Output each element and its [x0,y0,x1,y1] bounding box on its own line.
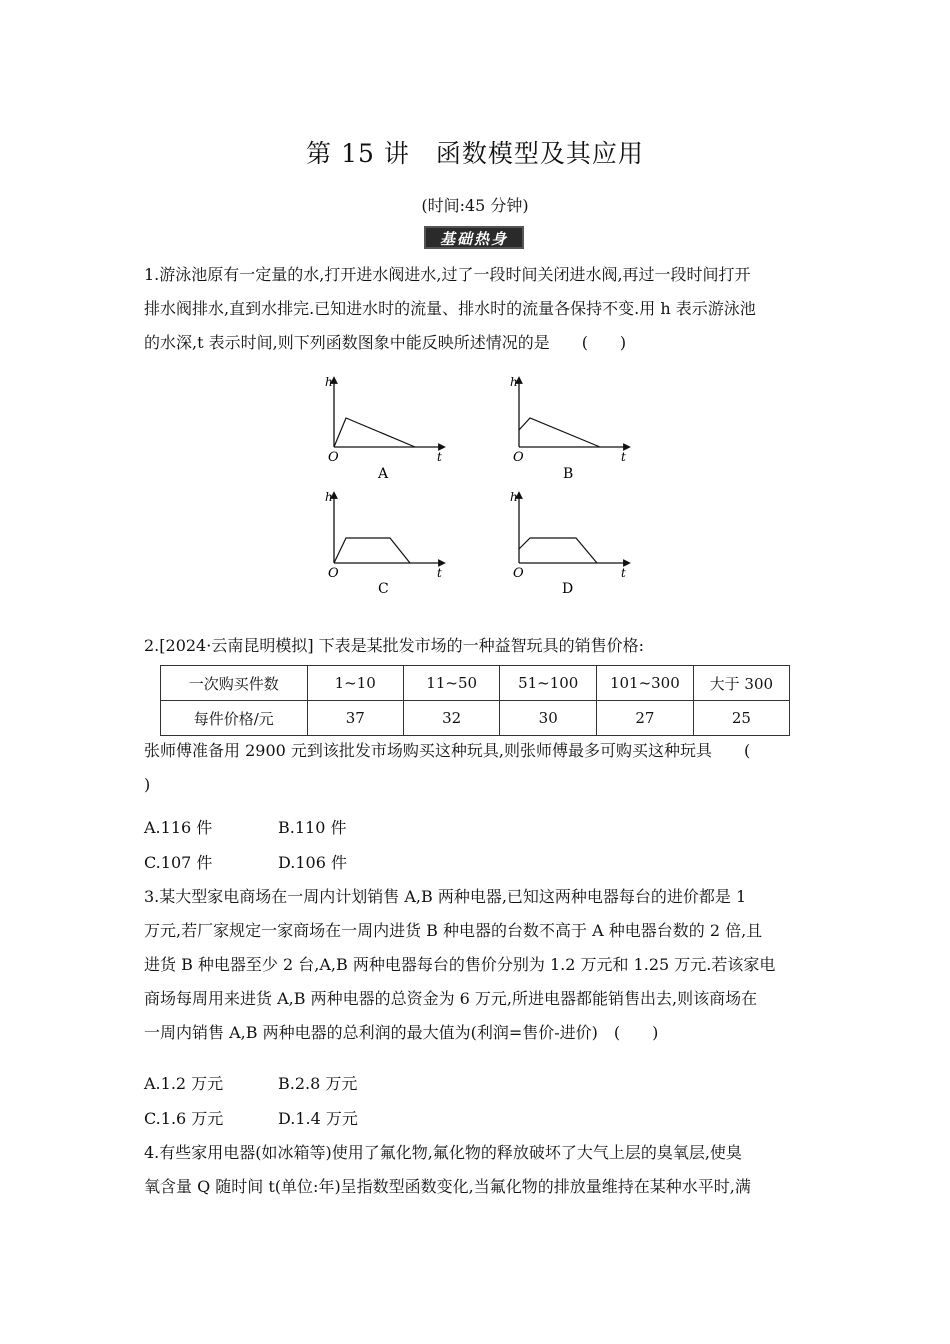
table-cell: 101~300 [597,666,694,701]
graph-c-caption: C [378,581,389,597]
table-cell: 一次购买件数 [161,666,308,701]
q2-line-2: ) [144,775,151,794]
graph-a-x-label: t [437,450,442,464]
graph-b-caption: B [563,466,574,482]
table-row [161,701,790,736]
q2-line-1: 张师傅准备用 2900 元到该批发市场购买这种玩具,则张师傅最多可购买这种玩具 ( [144,741,751,760]
graph-c-origin: O [328,566,339,581]
table-cell: 32 [403,701,499,736]
question-2-text [144,734,808,802]
question-4-text [144,1136,808,1204]
graph-b [510,375,627,482]
q3-line-1: 3.某大型家电商场在一周内计划销售 A,B 两种电器,已知这两种电器每台的进价都是 1 [144,887,747,906]
graph-d-origin: O [513,566,524,581]
graph-c [325,490,442,597]
time-limit: (时间:45 分钟) [421,196,529,215]
table-cell: 大于 300 [693,666,789,701]
table-cell: 25 [693,701,789,736]
graph-a [325,375,442,482]
q3-option-a: A.1.2 万元 [144,1074,224,1093]
q2-intro-line: 2.[2024·云南昆明模拟] 下表是某批发市场的一种益智玩具的销售价格: [144,636,645,655]
table-cell: 11~50 [403,666,499,701]
graph-b-y-label: h [510,375,518,389]
q2-option-d: D.106 件 [278,853,347,872]
graph-c-y-label: h [325,490,333,504]
q2-option-c: C.107 件 [144,853,213,872]
q3-option-d: D.1.4 万元 [278,1109,358,1128]
table-cell: 51~100 [500,666,597,701]
table-cell: 27 [597,701,694,736]
graph-d [510,490,627,597]
table-cell: 1~10 [307,666,403,701]
q2-option-b: B.110 件 [278,818,347,837]
graph-a-caption: A [378,466,389,482]
price-table [160,665,790,736]
q3-line-3: 进货 B 种电器至少 2 台,A,B 两种电器每台的售价分别为 1.2 万元和 1.25 万元.若该家电 [144,955,776,974]
section-badge: 基础热身 [424,226,524,249]
table-cell: 30 [500,701,597,736]
graph-d-caption: D [562,581,574,597]
q1-line-2: 排水阀排水,直到水排完.已知进水时的流量、排水时的流量各保持不变.用 h 表示游泳池 [144,299,756,318]
question-1-text [144,258,808,360]
question-3-text [144,880,808,1050]
graph-b-x-label: t [621,450,626,464]
q3-line-2: 万元,若厂家规定一家商场在一周内进货 B 种电器的台数不高于 A 种电器台数的 2 倍,且 [144,921,763,940]
graph-b-origin: O [513,450,524,465]
q1-line-3: 的水深,t 表示时间,则下列函数图象中能反映所述情况的是 ( ) [144,333,627,352]
q3-line-4: 商场每周用来进货 A,B 两种电器的总资金为 6 万元,所进电器都能销售出去,则该商场在 [144,989,758,1008]
table-cell: 每件价格/元 [161,701,308,736]
q3-option-b: B.2.8 万元 [278,1074,358,1093]
q4-line-1: 4.有些家用电器(如冰箱等)使用了氟化物,氟化物的释放破坏了大气上层的臭氧层,使臭 [144,1143,742,1162]
graph-d-y-label: h [510,490,518,504]
table-row [161,666,790,701]
q1-line-1: 1.游泳池原有一定量的水,打开进水阀进水,过了一段时间关闭进水阀,再过一段时间打开 [144,265,751,284]
graph-c-x-label: t [437,566,442,580]
question-2-intro [144,629,808,663]
table-cell: 37 [307,701,403,736]
q3-line-5: 一周内销售 A,B 两种电器的总利润的最大值为(利润=售价-进价) ( ) [144,1023,659,1042]
q3-option-c: C.1.6 万元 [144,1109,224,1128]
graph-a-origin: O [328,450,339,465]
q2-option-a: A.116 件 [144,818,213,837]
q4-line-2: 氧含量 Q 随时间 t(单位:年)呈指数型函数变化,当氟化物的排放量维持在某种水平时,满 [144,1177,751,1196]
page-title: 第 15 讲 函数模型及其应用 [306,139,644,168]
graph-a-y-label: h [325,375,333,389]
graph-d-x-label: t [621,566,626,580]
